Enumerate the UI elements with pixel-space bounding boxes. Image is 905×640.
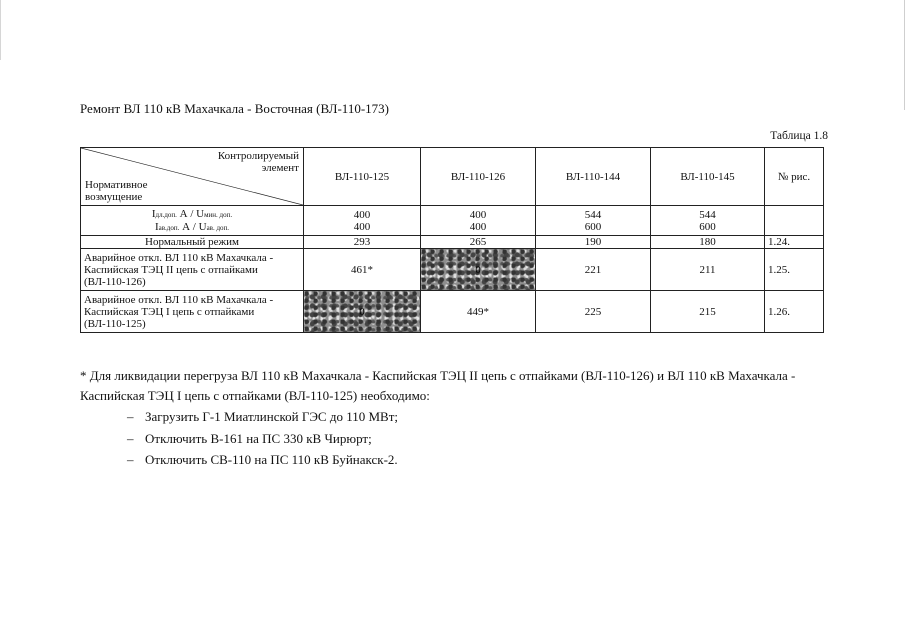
limit-label-long-term <box>84 208 300 221</box>
limits-cell <box>651 206 765 236</box>
list-item-text: Загрузить Г-1 Миатлинской ГЭС до 110 МВт; <box>145 409 399 424</box>
subscript: ав. доп. <box>206 223 230 232</box>
table-cell: 180 <box>651 236 765 249</box>
corner-bottom-line: Нормативное <box>85 179 148 191</box>
column-header: № рис. <box>765 148 824 206</box>
row-label: Нормальный режим <box>81 236 304 249</box>
list-item-text: Отключить В-161 на ПС 330 кВ Чирюрт; <box>145 430 372 446</box>
corner-header-cell <box>81 148 304 206</box>
table-cell: 215 <box>651 291 765 333</box>
column-header: ВЛ-110-144 <box>536 148 651 206</box>
row-label-line: Каспийская ТЭЦ II цепь с отпайками <box>84 263 258 276</box>
subscript: мин. доп. <box>204 210 233 219</box>
limit-value: 400 <box>469 220 487 233</box>
section-heading: Ремонт ВЛ 110 кВ Махачкала - Восточная (ВЛ-110-173) <box>80 101 389 116</box>
limit-value: 400 <box>469 208 487 221</box>
dash-marker: – <box>127 430 134 446</box>
corner-bottom-line: возмущение <box>85 191 143 203</box>
figure-ref: 1.25. <box>765 249 824 291</box>
row-label <box>81 249 304 291</box>
row-label-line: Аварийное откл. ВЛ 110 кВ Махачкала - <box>84 251 274 264</box>
list-item <box>127 449 398 471</box>
figure-ref: 1.26. <box>765 291 824 333</box>
table-cell: 449* <box>421 291 536 333</box>
list-item <box>127 406 398 428</box>
list-item <box>127 428 398 450</box>
table-cell: 293 <box>304 236 421 249</box>
table-cell: 211 <box>651 249 765 291</box>
table-header-row <box>81 148 824 206</box>
symbol-i: I <box>154 220 159 233</box>
limit-label-emergency <box>84 221 300 234</box>
row-label-line: (ВЛ-110-126) <box>84 275 146 288</box>
symbol-a-u: А / U <box>179 220 207 233</box>
row-label-line: (ВЛ-110-125) <box>84 317 146 330</box>
corner-top-line: Контролируемый <box>217 150 299 162</box>
table-number: Таблица 1.8 <box>770 130 828 142</box>
scan-edge-mark-left <box>0 0 1 60</box>
limits-cell <box>765 206 824 236</box>
row-label-line: Аварийное откл. ВЛ 110 кВ Махачкала - <box>84 293 274 306</box>
row-label-line: Каспийская ТЭЦ I цепь с отпайками <box>84 305 255 318</box>
corner-top-line: элемент <box>261 162 299 174</box>
corner-bottom-label <box>85 179 148 203</box>
table-cell: 225 <box>536 291 651 333</box>
limit-value: 544 <box>699 208 716 221</box>
limits-row <box>81 206 824 236</box>
limit-value: 600 <box>699 220 716 233</box>
table-cell: 190 <box>536 236 651 249</box>
table-row <box>81 249 824 291</box>
column-header: ВЛ-110-145 <box>651 148 765 206</box>
disconnected-cell: 0 <box>421 249 536 291</box>
dash-marker: – <box>127 409 134 424</box>
limit-value: 400 <box>353 208 371 221</box>
figure-ref: 1.24. <box>765 236 824 249</box>
symbol-a-u: А / U <box>176 207 205 220</box>
limits-cell <box>304 206 421 236</box>
column-header: ВЛ-110-126 <box>421 148 536 206</box>
limit-value: 400 <box>353 220 371 233</box>
table-cell: 265 <box>421 236 536 249</box>
loads-table <box>80 147 824 333</box>
footnote: * Для ликвидации перегруза ВЛ 110 кВ Махачкала - Каспийская ТЭЦ II цепь с отпайками (ВЛ-110-126) и ВЛ 110 кВ Махачкала - Каспийская ТЭЦ I цепь с отпайками (ВЛ-110-125) необходимо: <box>80 368 796 403</box>
symbol-i: I <box>151 207 156 220</box>
subscript: дл.доп. <box>155 210 177 219</box>
limits-cell <box>421 206 536 236</box>
limit-value: 544 <box>584 208 602 221</box>
column-header: ВЛ-110-125 <box>304 148 421 206</box>
limits-cell <box>536 206 651 236</box>
disconnected-cell: 0 <box>304 291 421 333</box>
table-cell: 461* <box>304 249 421 291</box>
table-cell: 221 <box>536 249 651 291</box>
row-label <box>81 291 304 333</box>
table-row <box>81 291 824 333</box>
dash-marker: – <box>127 452 134 467</box>
limits-label-cell <box>81 206 304 236</box>
action-list <box>127 406 398 471</box>
corner-top-label <box>218 150 299 174</box>
table-row <box>81 236 824 249</box>
list-item-text: Отключить СВ-110 на ПС 110 кВ Буйнакск-2. <box>145 452 398 467</box>
limit-value: 600 <box>584 220 602 233</box>
subscript: ав.доп. <box>158 223 180 232</box>
